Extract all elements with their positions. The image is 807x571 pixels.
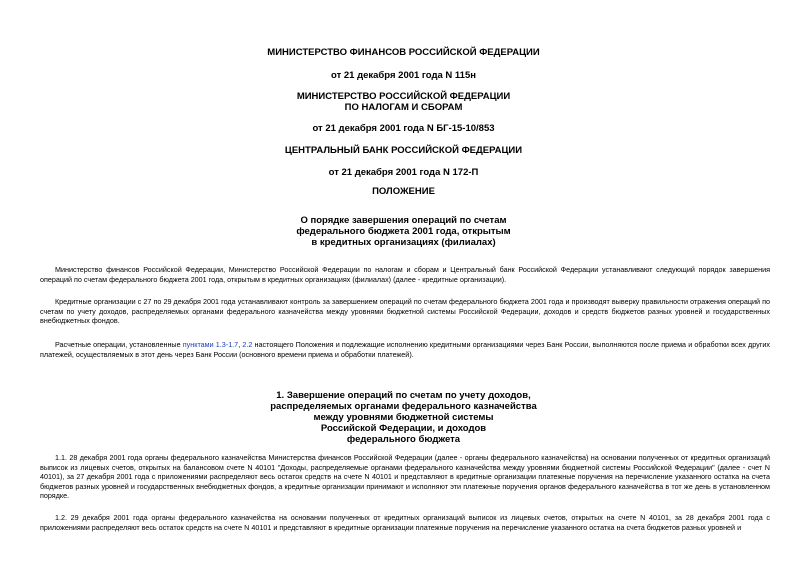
- document-type: ПОЛОЖЕНИЕ: [372, 186, 435, 197]
- central-bank-title: ЦЕНТРАЛЬНЫЙ БАНК РОССИЙСКОЙ ФЕДЕРАЦИИ: [284, 145, 523, 156]
- section1-title-line5: федерального бюджета: [346, 434, 461, 445]
- paragraph-settlement-separator: ,: [238, 340, 243, 349]
- ministry-finance-title: МИНИСТЕРСТВО ФИНАНСОВ РОССИЙСКОЙ ФЕДЕРАЦИИ: [267, 47, 540, 58]
- paragraph-settlement-text-after: настоящего Положения и подлежащие исполнению кредитными организациями через Банк России, выполняются после приема и обработки всех других платежей, осуществляемых в этот день через Банк России (основного времени приема и обработки платежей).: [40, 340, 770, 359]
- ministry-tax-title-line1: МИНИСТЕРСТВО РОССИЙСКОЙ ФЕДЕРАЦИИ: [296, 91, 511, 102]
- subject-line1: О порядке завершения операций по счетам: [300, 215, 507, 226]
- section1-title-line3: между уровнями бюджетной системы: [313, 412, 494, 423]
- paragraph-1-2-text: 1.2. 29 декабря 2001 года органы федерального казначейства на основании полученных от кредитных организаций выписок из лицевых счетов, открытых на счете N 40101, за 28 декабря 2001 года с приложениями распределяют весь остаток средств на счете N 40101 и представляют в кредитные организации платежные поручения на перечисление указанного остатка на счета бюджетов разных уровней и: [40, 513, 770, 532]
- subject-line3: в кредитных организациях (филиалах): [311, 237, 496, 248]
- paragraph-intro: [40, 265, 770, 284]
- section1-title-line2: распределяемых органами федерального казначейства: [270, 401, 537, 412]
- paragraph-control: [40, 297, 770, 326]
- paragraph-control-text: Кредитные организации с 27 по 29 декабря 2001 года устанавливают контроль за завершением операций по счетам федерального бюджета 2001 года и производят выверку правильности отражения операций по счетам по учету доходов, распределяемых органами федерального казначейства между уровнями бюджетной системы Российской Федерации, доходов и средств бюджетов разных уровней и государственных внебюджетных фондов.: [40, 297, 770, 326]
- paragraph-settlement-text-before: Расчетные операции, установленные: [55, 340, 183, 349]
- section1-title-line1: 1. Завершение операций по счетам по учету доходов,: [276, 390, 531, 401]
- ministry-tax-title-line2: ПО НАЛОГАМ И СБОРАМ: [344, 102, 463, 113]
- link-point-2-2[interactable]: 2.2: [242, 340, 253, 349]
- paragraph-settlement: [40, 340, 770, 359]
- paragraph-1-1-text: 1.1. 28 декабря 2001 года органы федерального казначейства Министерства финансов Российской Федерации (далее - органы федерального казначейства) на основании полученных от кредитных организаций выписок из лицевых счетов, открытых на балансовом счете N 40101 "Доходы, распределяемые органами федерального казначейства между уровнями бюджетной системы Российской Федерации" (далее - счет N 40101), за 27 декабря 2001 года с приложениями распределяют весь остаток средств на счете N 40101 и представляют в кредитные организации платежные поручения на перечисление указанного остатка на счета бюджетов разных уровней и государственных внебюджетных фондов, а кредитные организации принимают и исполняют эти платежные поручения органов федерального казначейства в тот же день в установленном порядке.: [40, 453, 770, 501]
- paragraph-1-2: [40, 513, 770, 532]
- subject-line2: федерального бюджета 2001 года, открытым: [296, 226, 511, 237]
- order2-date: от 21 декабря 2001 года N БГ-15-10/853: [312, 123, 495, 134]
- paragraph-intro-text: Министерство финансов Российской Федерации, Министерство Российской Федерации по налогам и сборам и Центральный банк Российской Федерации устанавливают следующий порядок завершения операций по счетам федерального бюджета 2001 года, открытым в кредитных организациях (филиалах) (далее - кредитные организации).: [40, 265, 770, 284]
- order1-date: от 21 декабря 2001 года N 115н: [331, 70, 476, 81]
- order3-date: от 21 декабря 2001 года N 172-П: [328, 167, 479, 178]
- section1-title-line4: Российской Федерации, и доходов: [320, 423, 487, 434]
- link-points-1-3-1-7[interactable]: пунктами 1.3-1.7: [182, 340, 239, 349]
- paragraph-1-1: [40, 453, 770, 501]
